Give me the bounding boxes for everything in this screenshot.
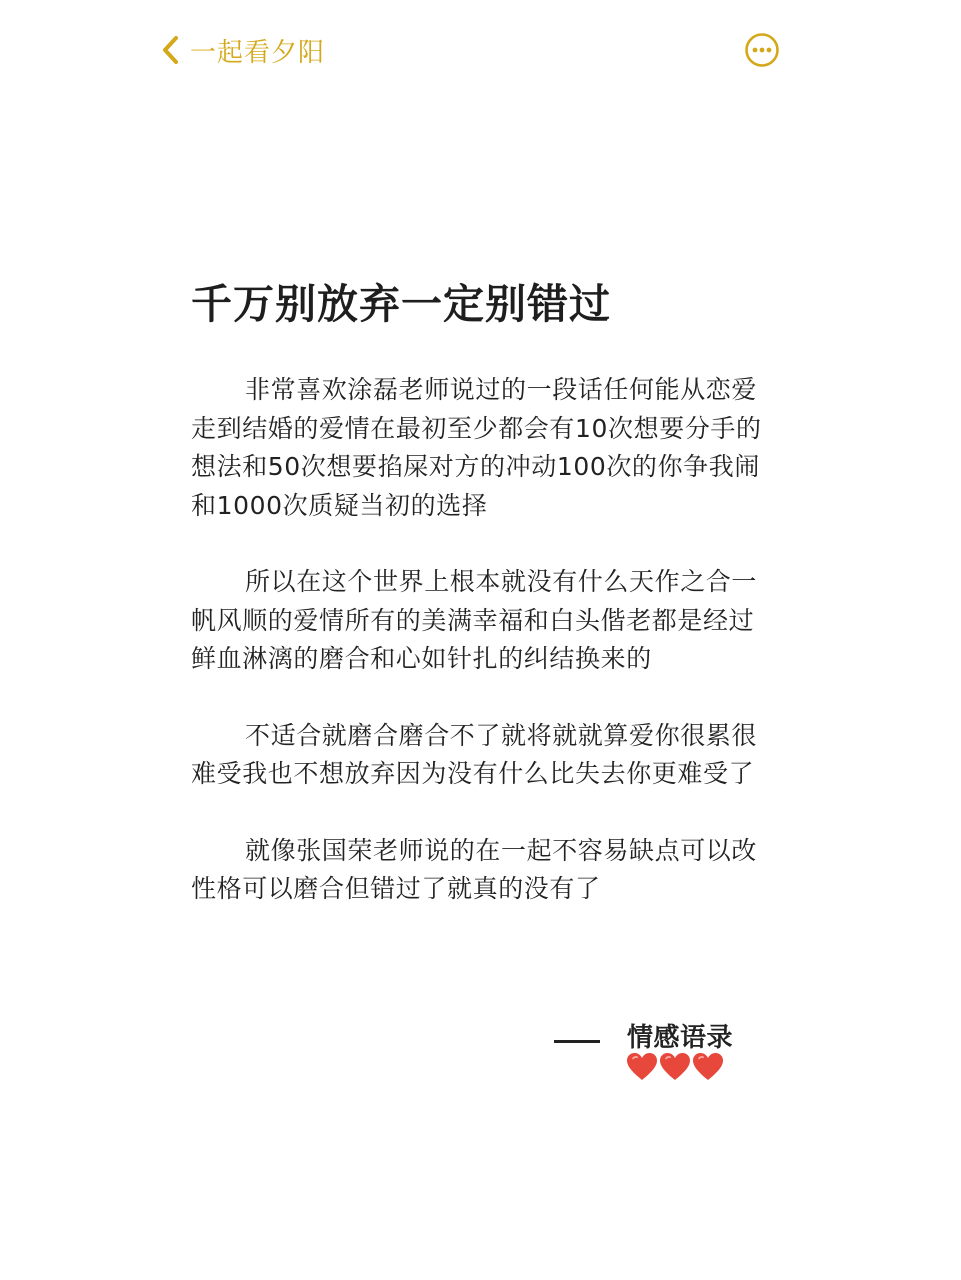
note-paragraph[interactable]: 非常喜欢涂磊老师说过的一段话任何能从恋爱走到结婚的爱情在最初至少都会有10次想要分手的想法和50次想要掐屎对方的冲动100次的你争我闹和1000次质疑当初的选择 bbox=[191, 375, 762, 520]
back-label[interactable]: 一起看夕阳 bbox=[190, 37, 326, 68]
nav-bar bbox=[0, 0, 961, 100]
more-options-icon[interactable] bbox=[744, 32, 780, 68]
heart-icon bbox=[659, 1052, 691, 1082]
hearts-row bbox=[626, 1052, 725, 1082]
note-paragraph[interactable]: 就像张国荣老师说的在一起不容易缺点可以改性格可以磨合但错过了就真的没有了 bbox=[191, 835, 758, 903]
note-paragraph[interactable]: 所以在这个世界上根本就没有什么天作之合一帆风顺的爱情所有的美满幸福和白头偕老都是经过鲜血淋漓的磨合和心如针扎的纠结换来的 bbox=[191, 567, 758, 673]
signature-label[interactable]: 情感语录 bbox=[627, 1023, 734, 1053]
heart-icon bbox=[692, 1052, 724, 1082]
note-paragraph[interactable]: 不适合就磨合磨合不了就将就就算爱你很累很难受我也不想放弃因为没有什么比失去你更难受了 bbox=[191, 720, 758, 788]
note-body[interactable] bbox=[191, 371, 771, 947]
chevron-left-icon[interactable] bbox=[160, 34, 182, 66]
back-button[interactable] bbox=[160, 28, 325, 72]
signature bbox=[554, 1020, 754, 1090]
note-title[interactable]: 千万别放弃一定别错过 bbox=[191, 280, 611, 328]
heart-icon bbox=[626, 1052, 658, 1082]
signature-dash bbox=[554, 1040, 600, 1043]
